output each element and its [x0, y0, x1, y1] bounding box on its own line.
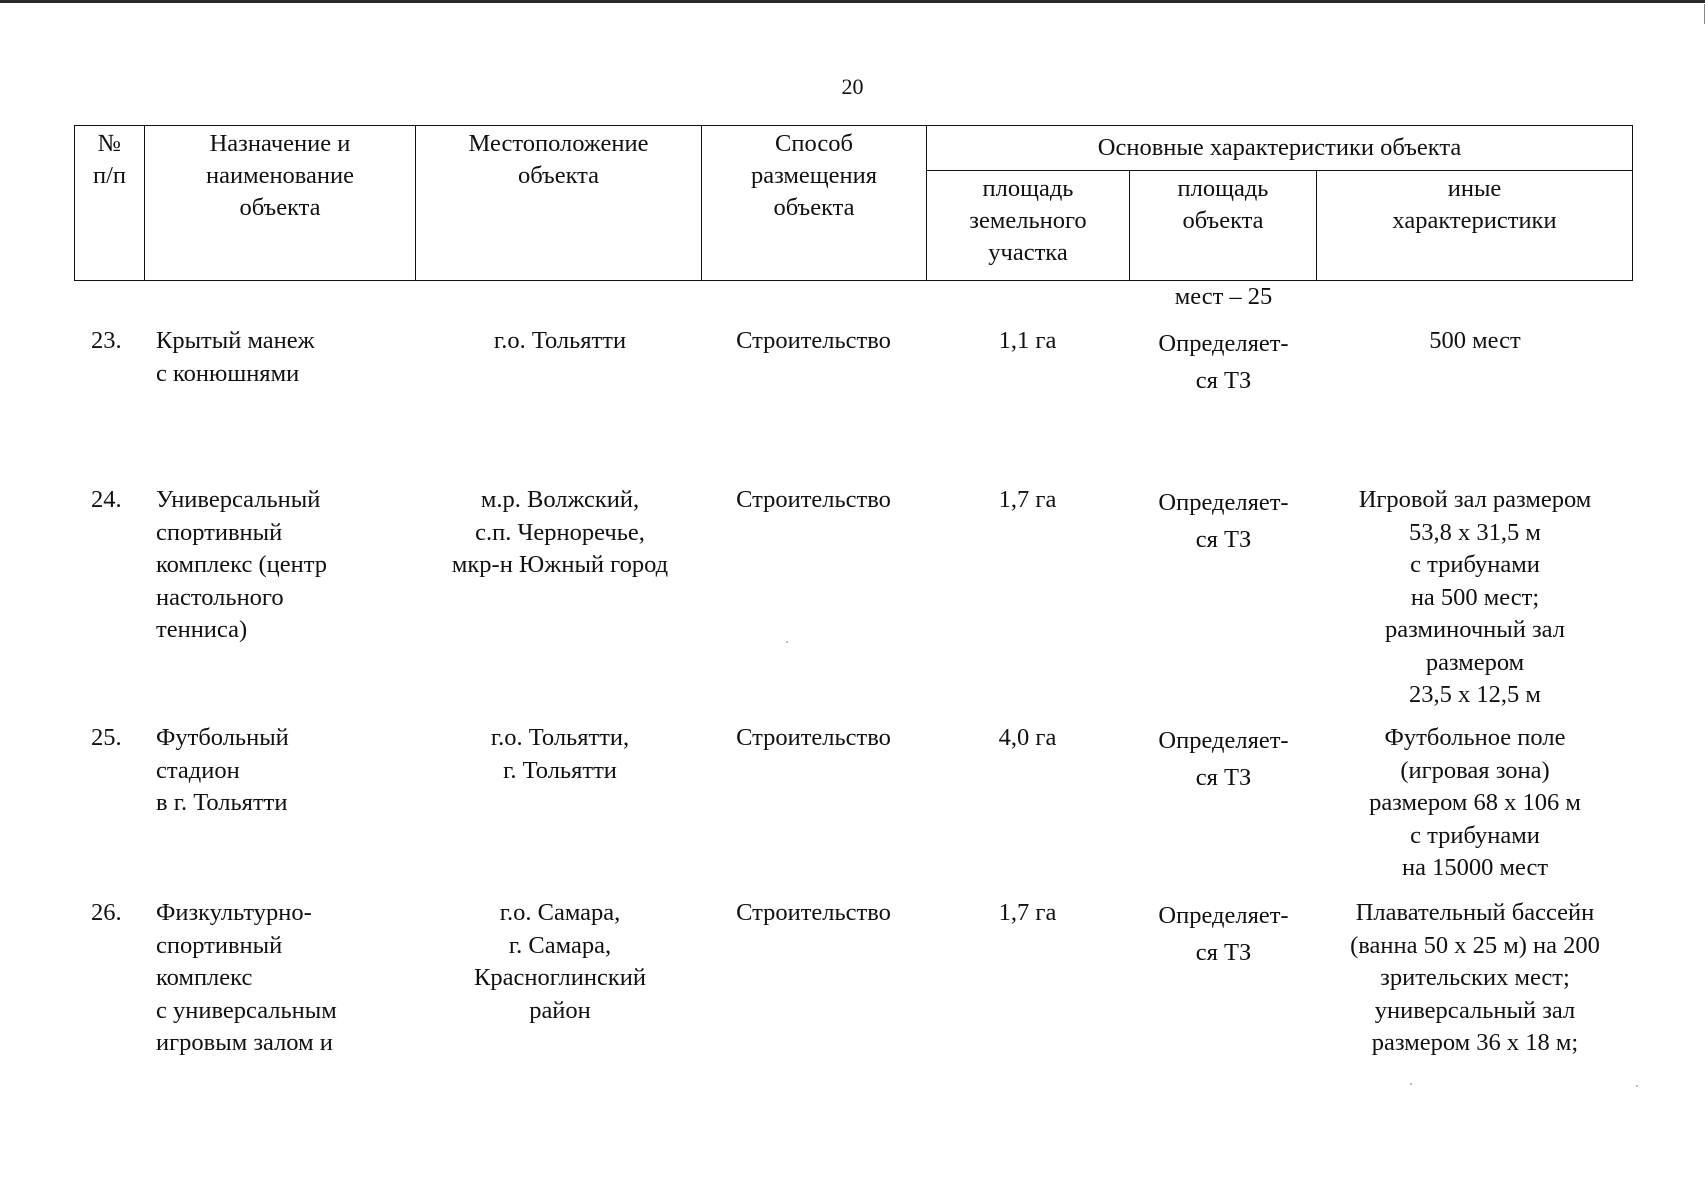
row-number: 24. — [91, 486, 122, 513]
row-object-area — [1130, 484, 1317, 558]
row-location-line: Красноглинский — [474, 964, 646, 991]
row-name-line: Футбольный — [156, 724, 289, 751]
row-location-line: г. Тольятти — [503, 756, 617, 784]
row-name-line: комплекс (центр — [156, 551, 327, 578]
row-number: 26. — [91, 899, 122, 926]
row-method: Строительство — [736, 899, 891, 926]
row-other-line: (игровая зона) — [1400, 756, 1550, 784]
row-name-line: Универсальный — [156, 486, 321, 513]
row-other-line: размером — [1425, 648, 1525, 676]
row-other-line: Игровой зал размером — [1358, 486, 1592, 513]
header-col-name-line-1: Назначение и — [209, 130, 351, 157]
row-object-area — [1130, 325, 1317, 399]
row-location-line: с.п. Черноречье, — [475, 518, 645, 546]
row-name-line: игровым залом и — [156, 1029, 333, 1056]
row-other-line: Плавательный бассейн — [1355, 899, 1595, 926]
row-number: 25. — [91, 724, 122, 751]
header-sub-object-area — [1130, 171, 1317, 281]
header-sub-object-line-1: площадь — [1177, 175, 1269, 202]
table-header — [74, 125, 1633, 281]
row-other-line: с трибунами — [1410, 551, 1540, 578]
row-object-area-line: Определяет- — [1158, 727, 1289, 754]
header-sub-land-line-3: участка — [988, 239, 1068, 266]
row-object-area-line: ся ТЗ — [1195, 526, 1252, 553]
row-method: Строительство — [736, 327, 891, 354]
row-location-line: м.р. Волжский, — [480, 486, 640, 513]
header-sub-other — [1317, 171, 1633, 281]
row-object-area-line: Определяет- — [1158, 330, 1289, 357]
row-method: Строительство — [736, 724, 891, 751]
row-name-line: с конюшнями — [156, 359, 300, 387]
header-col-method-line-3: объекта — [773, 194, 855, 221]
row-other-line: (ванна 50 х 25 м) на 200 — [1350, 931, 1600, 959]
row-name-line: спортивный — [156, 518, 283, 546]
row-other — [1317, 484, 1633, 712]
header-col-location-line-2: объекта — [517, 162, 600, 189]
row-name-line: спортивный — [156, 931, 283, 959]
row-land-area: 1,1 га — [998, 327, 1057, 354]
header-sub-land-line-2: земельного — [969, 207, 1087, 234]
row-name — [156, 897, 337, 1060]
row-location-line: район — [529, 996, 591, 1024]
page-number: 20 — [841, 74, 864, 99]
row-land-area: 4,0 га — [998, 724, 1057, 751]
header-sub-other-line-1: иные — [1447, 175, 1502, 202]
header-main-characteristics: Основные характеристики объекта — [927, 126, 1633, 171]
row-object-area-line: Определяет- — [1158, 902, 1289, 929]
row-other-line: на 500 мест; — [1410, 583, 1540, 611]
row-other-line: размером 36 х 18 м; — [1371, 1029, 1579, 1056]
header-sub-land-line-1: площадь — [982, 175, 1074, 202]
row-other-line: на 15000 мест — [1401, 854, 1549, 881]
row-other-line: 500 мест — [1429, 327, 1521, 354]
row-name-line: комплекс — [156, 964, 253, 991]
row-name-line: в г. Тольятти — [156, 789, 288, 816]
header-col-location-line-1: Местоположение — [468, 130, 649, 157]
row-name — [156, 722, 289, 820]
row-object-area-line: Определяет- — [1158, 489, 1289, 516]
row-other — [1317, 897, 1633, 1060]
row-location-line: г.о. Тольятти — [493, 327, 627, 354]
row-other-line: размером 68 х 106 м — [1369, 789, 1581, 816]
row-method: Строительство — [736, 486, 891, 513]
row-name-line: Физкультурно- — [156, 899, 312, 926]
row-name-line: тенниса) — [156, 616, 248, 643]
row-other-line: 23,5 х 12,5 м — [1409, 681, 1541, 708]
scan-edge-top — [0, 0, 1705, 3]
row-location-line: мкр-н Южный город — [451, 551, 669, 578]
row-object-area-line: ся ТЗ — [1195, 367, 1252, 394]
row-name-line: настольного — [156, 583, 284, 611]
header-sub-land-area — [927, 171, 1130, 281]
row-name-line: с универсальным — [156, 996, 337, 1024]
scan-speck — [1410, 1083, 1412, 1085]
row-land-area: 1,7 га — [998, 486, 1057, 513]
row-name-line: стадион — [156, 756, 240, 784]
row-location — [417, 484, 703, 582]
row-other — [1317, 325, 1633, 358]
row-other — [1317, 722, 1633, 885]
header-col-method — [702, 126, 927, 281]
header-sub-object-line-2: объекта — [1182, 207, 1264, 234]
row-location-line: г.о. Самара, — [499, 899, 621, 926]
row-other-line: разминочный зал — [1385, 616, 1565, 643]
row-name — [156, 484, 327, 647]
header-col-number — [75, 126, 145, 281]
row-location-line: г.о. Тольятти, — [490, 724, 630, 751]
row-object-area-line: ся ТЗ — [1195, 939, 1252, 966]
row-other-line: зрительских мест; — [1380, 964, 1570, 991]
header-col-location — [416, 126, 702, 281]
header-col-name-line-2: наименование — [205, 162, 355, 189]
header-col-method-line-1: Способ — [775, 130, 853, 157]
scan-speck — [1636, 1085, 1638, 1087]
row-object-area — [1130, 722, 1317, 796]
row-location — [417, 722, 703, 787]
row-location — [417, 325, 703, 358]
row-name-line: Крытый манеж — [156, 327, 315, 354]
row-object-area-line: ся ТЗ — [1195, 764, 1252, 791]
row-object-area — [1130, 897, 1317, 971]
header-col-number-line-2: п/п — [92, 162, 127, 189]
header-sub-other-line-2: характеристики — [1392, 207, 1557, 234]
header-col-number-line-1: № — [97, 130, 122, 157]
header-col-name-line-3: объекта — [239, 194, 321, 221]
row-other-line: 53,8 х 31,5 м — [1409, 518, 1541, 546]
row-location — [417, 897, 703, 1027]
header-col-name — [145, 126, 416, 281]
row-number: 23. — [91, 327, 122, 354]
row-other-line: универсальный зал — [1374, 996, 1576, 1024]
row-other-line: с трибунами — [1410, 821, 1540, 849]
row-other-line: Футбольное поле — [1384, 724, 1566, 751]
scan-speck — [786, 641, 788, 643]
row-land-area: 1,7 га — [998, 899, 1057, 926]
row-location-line: г. Самара, — [508, 931, 612, 959]
carryover-text: мест – 25 — [1174, 283, 1273, 310]
row-name — [156, 325, 315, 390]
header-col-method-line-2: размещения — [750, 162, 878, 189]
